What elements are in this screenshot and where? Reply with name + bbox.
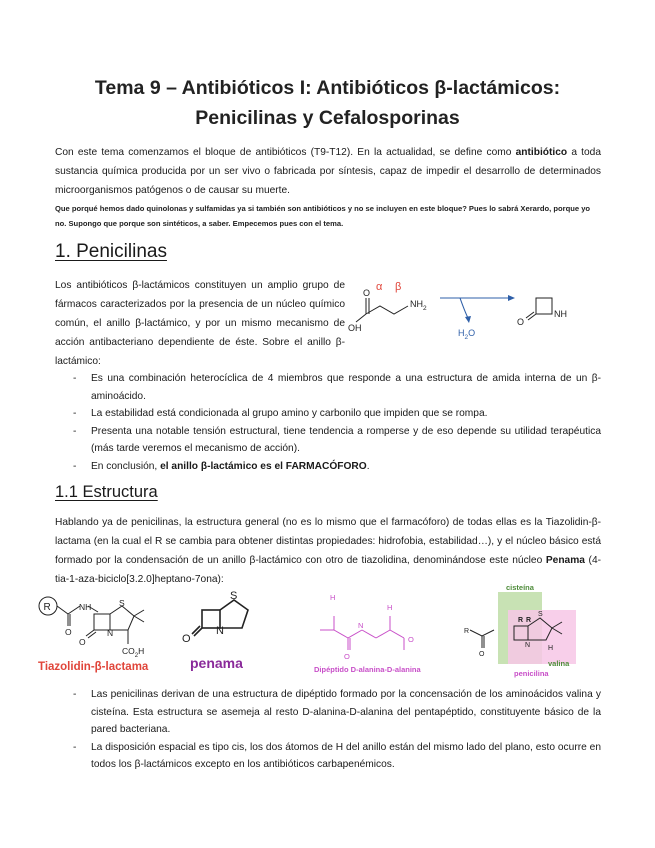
water-arrow-head bbox=[465, 316, 471, 323]
r-group-label: R bbox=[43, 602, 51, 613]
penicilina-h-label: H bbox=[548, 645, 554, 652]
dipeptido-oh-label: O bbox=[408, 635, 414, 644]
s-atom-label: S bbox=[119, 598, 125, 608]
dipeptido-figure bbox=[310, 586, 440, 676]
penama-o-label: O bbox=[182, 633, 191, 645]
o-amide-label: O bbox=[65, 627, 72, 637]
nh-label: NH bbox=[554, 309, 567, 319]
dipeptido-h-top: H bbox=[330, 593, 336, 602]
penicilina-caption: penicilina bbox=[514, 669, 549, 678]
oh-group: OH bbox=[348, 323, 362, 333]
cisteina-label: cisteína bbox=[506, 583, 534, 592]
penicilina-s-label: S bbox=[538, 611, 543, 618]
list-item: - La disposición espacial es tipo cis, los dos átomos de H del anillo están del mismo lado del plano, esto ocurre en todos los β-lactámicos excepto en los antibióticos carbapenémicos. bbox=[73, 741, 601, 770]
reaction-arrow bbox=[440, 298, 508, 318]
section-heading-estructura: 1.1 Estructura bbox=[55, 483, 158, 501]
penama-n-label: N bbox=[216, 625, 224, 637]
section-heading-penicilinas: 1. Penicilinas bbox=[55, 241, 167, 262]
nh-amide-label: NH bbox=[79, 602, 92, 612]
beta-aminoacid-structure bbox=[356, 298, 408, 322]
list-item: - En conclusión, el anillo β-lactámico es el FARMACÓFORO. bbox=[73, 460, 370, 472]
list-item: - Las penicilinas derivan de una estructura de dipéptido formado por la concensación de los aminoácidos valina y cisteína. Esta estructura se asemeja al resto D-alanina-D-alanina del pentapéptido, constituyente básico de la pared bacteriana. bbox=[73, 689, 601, 735]
penicilina-r-stereo-2: R bbox=[526, 617, 532, 624]
list-item: - Es una combinación heterocíclica de 4 miembros que responde a una estructura de amida interna de un β-aminoácido. bbox=[73, 373, 601, 402]
penama-figure bbox=[180, 590, 270, 674]
valina-label: valina bbox=[548, 659, 570, 668]
penicilina-figure bbox=[462, 584, 592, 682]
dipeptido-h-right: H bbox=[387, 603, 393, 612]
tiazolidin-beta-lactama-figure bbox=[36, 584, 166, 674]
arrow-head bbox=[508, 295, 515, 301]
student-note: Que porqué hemos dado quinolonas y sulfamidas ya si también son antibióticos y no se incluyen en este bloque? Pues lo sabrá Xerardo, porque yo no. Supongo que porque son sintéticos, a saber. Empecemos pues con el tema. bbox=[55, 204, 591, 228]
penicilina-r-stereo-1: R bbox=[518, 617, 524, 624]
beta-lactam-properties-list bbox=[75, 370, 601, 475]
penicilina-n-label: N bbox=[525, 642, 531, 649]
o-atom-left: O bbox=[363, 288, 371, 298]
intro-bold-term: antibiótico bbox=[515, 147, 568, 158]
penicilina-r-label: R bbox=[464, 628, 470, 635]
beta-lactam-ring-structure bbox=[526, 298, 552, 320]
dipeptido-n-label: N bbox=[358, 621, 364, 630]
dipeptido-o-label: O bbox=[344, 652, 350, 661]
beta-lactam-formation-scheme bbox=[340, 276, 610, 346]
tiazolidin-caption: Tiazolidin-β-lactama bbox=[38, 661, 149, 673]
intro-paragraph bbox=[55, 143, 601, 200]
intro-text-end: a toda sustancia química producida por un ser vivo o fabricada por síntesis, capaz de impedir el desarrollo de determinados microorganismos patógenos o de causar su muerte. bbox=[55, 147, 602, 196]
co2h-label: $CO_2H$ bbox=[122, 646, 145, 659]
list-item: - Presenta una notable tensión estructural, tiene tendencia a romperse y de eso depende su utilidad terapéutica (más tarde veremos el mecanismo de acción). bbox=[73, 425, 601, 454]
alpha-label: α bbox=[376, 281, 383, 293]
penicilinas-paragraph: Los antibióticos β-lactámicos constituyen un amplio grupo de fármacos caracterizados por la presencia de un núcleo químico común, el anillo β-lactámico, y por un mismo mecanismo de acción antibacteriano dependiente de éste. Sobre el anillo β-lactámico: bbox=[55, 280, 345, 367]
water-label: $H_2O$ bbox=[458, 328, 476, 341]
document-title-line2: Penicilinas y Cefalosporinas bbox=[195, 107, 460, 129]
penicilina-o-label: O bbox=[479, 651, 485, 658]
beta-label: β bbox=[395, 281, 402, 293]
list-item: - La estabilidad está condicionada al grupo amino y carbonilo que impiden que se rompa. bbox=[73, 408, 488, 419]
nh2-group: $NH_2$ bbox=[410, 299, 427, 312]
document-title-line1: Tema 9 – Antibióticos I: Antibióticos β-lactámicos: bbox=[94, 77, 561, 99]
penicilina-structure-list bbox=[75, 686, 601, 774]
o-lactam-label: O bbox=[79, 637, 86, 647]
dipeptido-caption: Dipéptido D-alanina-D-alanina bbox=[314, 665, 421, 674]
penama-caption: penama bbox=[190, 655, 243, 671]
estructura-paragraph: Hablando ya de penicilinas, la estructura general (no es lo mismo que el farmacóforo) de todas ellas es la Tiazolidin-β-lactama (en la cual el R se cambia para obtener distintas propiedades: hidrofobia, estabilidad…), y el núcleo básico está formado por la condensación de un anillo β-lactámico con otro de tiazolidina, denominándose este núcleo Penama (4-tia-1-aza-biciclo[3.2.0]heptano-7ona): bbox=[55, 517, 602, 585]
penama-s-label: S bbox=[230, 590, 238, 602]
o-atom-right: O bbox=[517, 317, 525, 327]
n-atom-label: N bbox=[107, 628, 114, 638]
intro-text-start: Con este tema comenzamos el bloque de antibióticos (T9-T12). En la actualidad, se define como bbox=[55, 147, 516, 158]
